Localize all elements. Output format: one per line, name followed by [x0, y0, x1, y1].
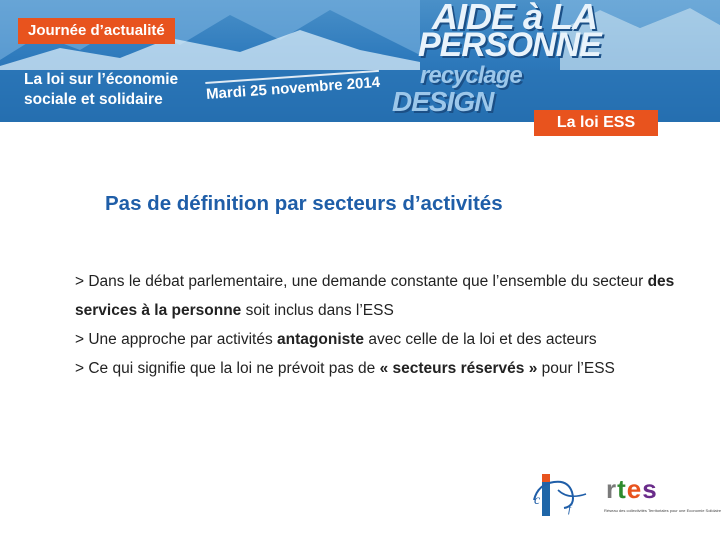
rtes-logo	[602, 472, 721, 520]
logo-personne-text: PERSONNE	[418, 26, 601, 64]
paragraph-3-text-end: avec celle de la loi et des acteurs	[364, 331, 597, 348]
rtes-letter-s: s	[642, 474, 658, 504]
rtes-letter-r: r	[606, 474, 618, 504]
paragraph-3-text-start: > Une approche par activités	[75, 331, 278, 348]
event-subtitle	[24, 70, 204, 110]
chfpt-logo-icon	[528, 470, 592, 520]
event-date: Mardi 25 novembre 2014	[205, 70, 380, 103]
paragraph-2	[75, 301, 690, 321]
event-tag: Journée d’actualité	[18, 18, 175, 44]
paragraph-4-text-start: > Ce qui signifie que la loi ne prévoit pas de	[75, 360, 380, 377]
slide-body	[75, 272, 690, 388]
logo-aide-text: AIDE à LA	[432, 0, 598, 37]
paragraph-4-bold: « secteurs réservés »	[379, 360, 538, 377]
paragraph-1-text: > Dans le débat parlementaire, une demande constante que l’ensemble du secteur	[75, 273, 648, 290]
event-subtitle-line2: sociale et solidaire	[24, 91, 163, 108]
logo-design-text: DESIGN	[392, 86, 494, 117]
rtes-caption: Réseau des collectivités Territoriales pour une Economie Solidaire	[604, 508, 721, 513]
paragraph-3-bold: antagoniste	[277, 331, 365, 348]
paragraph-1	[75, 272, 690, 292]
paragraph-3	[75, 330, 690, 350]
paragraph-4-text-end: pour l’ESS	[537, 360, 615, 377]
event-subtitle-line1: La loi sur l’économie	[24, 71, 179, 88]
svg-text:f: f	[568, 503, 572, 515]
paragraph-2-text: soit inclus dans l’ESS	[241, 302, 394, 319]
rtes-logo-text	[606, 474, 658, 505]
rtes-letter-t: t	[617, 474, 627, 504]
paragraph-2-bold: services à la personne	[75, 302, 242, 319]
slide-title: Pas de définition par secteurs d’activités	[105, 192, 503, 215]
section-tag: La loi ESS	[534, 110, 658, 136]
paragraph-4	[75, 359, 690, 379]
svg-text:c: c	[534, 493, 541, 508]
rtes-letter-e: e	[626, 474, 643, 504]
logo-recyclage-text: recyclage	[420, 62, 522, 89]
paragraph-1-bold: des	[647, 273, 675, 290]
header-banner	[0, 0, 720, 122]
